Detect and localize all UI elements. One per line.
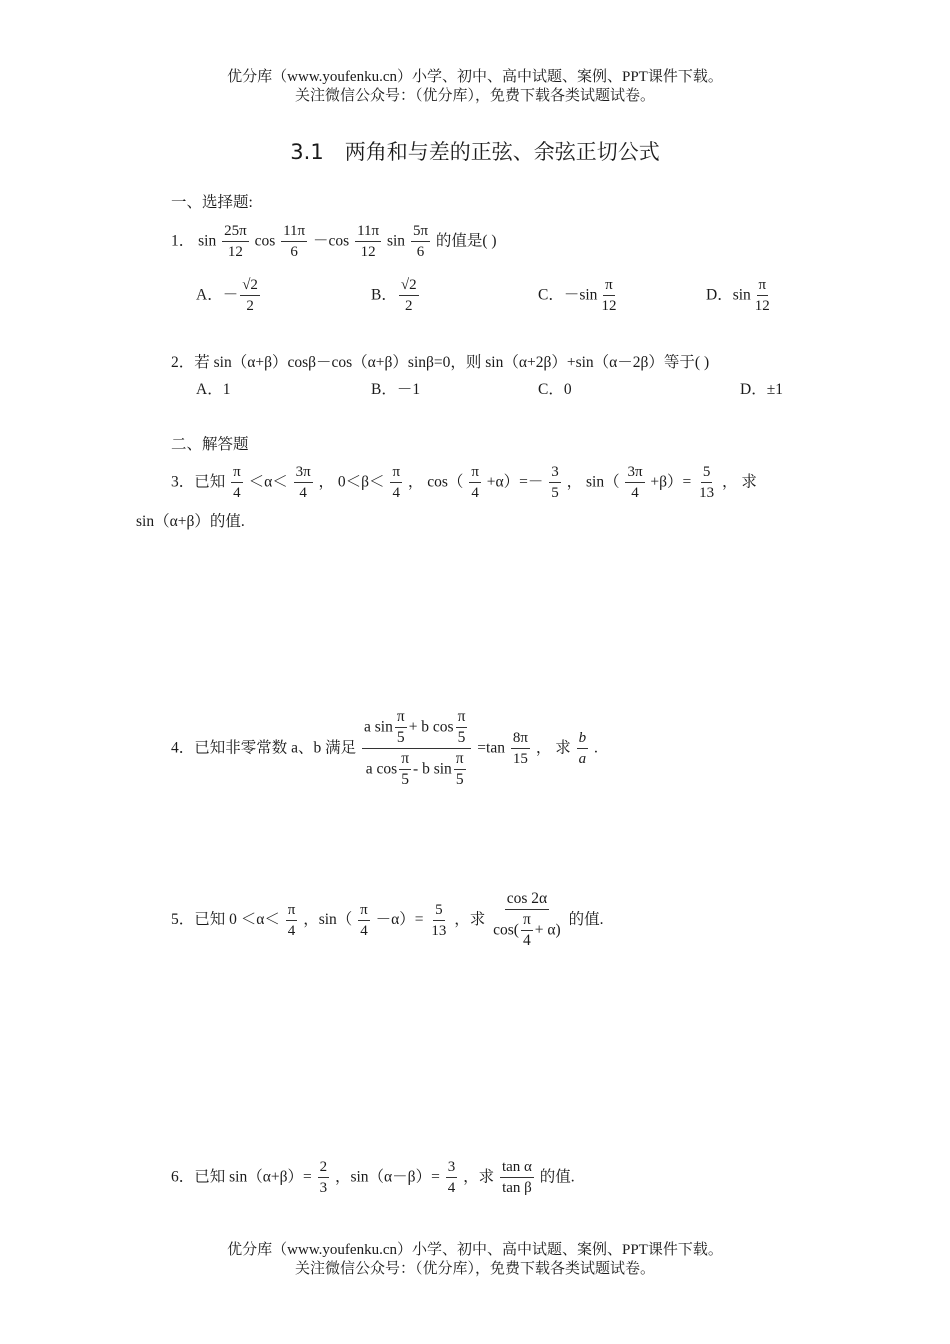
- q1-sin-2: sin: [386, 232, 406, 250]
- q2-option-a: A．1: [196, 381, 231, 398]
- footer-line-2: 关注微信公众号：（优分库），免费下载各类试题试卷。: [294, 1261, 655, 1277]
- question-3: 3．已知 $\frac{\pi}{4}$ ＜α＜ $\frac{3\pi}{4}$ ， 0＜β＜ $\frac{\pi}{4}$ ， cos（ $\frac{\pi}{4}$ +α）=－ $\frac{3}{5}$ ， sin（ $\frac{3\pi}{4}$ +β）= $\frac{5}{13}$ ， 求: [171, 464, 757, 501]
- question-6: 6．已知 sin（α+β）= $\frac{2}{3}$ ，sin（α－β）= $\frac{3}{4}$ ，求 $\frac{\text{tan α}}{\text{tan β}}$ 的值.: [171, 1159, 575, 1196]
- header-line-2: 关注微信公众号：（优分库），免费下载各类试题试卷。: [294, 88, 655, 104]
- q1-minus-cos: －cos: [313, 232, 350, 250]
- q1-sin: sin: [198, 232, 217, 250]
- footer-line-1: 优分库（www.youfenku.cn）小学、初中、高中试题、案例、PPT课件下载。: [227, 1242, 723, 1258]
- q1-fraction-3: $\frac{11\pi}{12}$: [357, 223, 380, 260]
- question-5: 5．已知 0 ＜α＜ $\frac{\pi}{4}$ ，sin（ $\frac{\pi}{4}$ －α）= $\frac{5}{13}$ ，求 cos 2α cos( $\frac{\pi}{4}$ + α) 的值.: [171, 890, 604, 949]
- question-2: 2．若 sin（α+β）cosβ－cos（α+β）sinβ=0，则 sin（α+2β）+sin（α－2β）等于( ): [171, 354, 710, 371]
- q1-tail: 的值是( ): [435, 232, 497, 250]
- q1-option-d: D．sin $\frac{\pi}{12}$: [706, 277, 770, 314]
- q1-fraction-2: $\frac{11\pi}{6}$: [283, 223, 306, 260]
- q1-option-c: C．－sin $\frac{\pi}{12}$: [538, 277, 617, 314]
- section-heading-answer: 二、解答题: [171, 436, 249, 453]
- q2-option-b: B．－1: [371, 381, 421, 398]
- q1-option-a: A．－ $\frac{√2}{2}$: [196, 277, 258, 314]
- question-1: [171, 222, 497, 261]
- q1-number: 1．: [171, 232, 195, 250]
- q2-option-d: D．±1: [740, 381, 783, 398]
- q5-big-fraction: cos 2α cos( $\frac{\pi}{4}$ + α): [493, 890, 561, 949]
- question-3-line-2: sin（α+β）的值.: [136, 513, 245, 530]
- q2-option-c: C．0: [538, 381, 572, 398]
- header-line-1: 优分库（www.youfenku.cn）小学、初中、高中试题、案例、PPT课件下载。: [227, 69, 723, 85]
- q1-fraction-4: $\frac{5\pi}{6}$: [412, 223, 429, 260]
- q1-fraction-1: $\frac{25\pi}{12}$: [224, 223, 247, 260]
- section-heading-choice: 一、选择题:: [171, 194, 253, 211]
- question-4: 4．已知非零常数 a、b 满足 a sin $\frac{\pi}{5}$ + b cos $\frac{\pi}{5}$ a cos $\frac{\pi}{5}$ - b sin $\frac{\pi}{5}$ =tan $\frac{8\pi}{15}$ ， 求 $\frac{b}{a}$ .: [171, 708, 598, 788]
- q1-option-b: B． $\frac{√2}{2}$: [371, 277, 417, 314]
- page-title: 3.1 两角和与差的正弦、余弦正切公式: [290, 140, 660, 164]
- q4-big-fraction: a sin $\frac{\pi}{5}$ + b cos $\frac{\pi}{5}$ a cos $\frac{\pi}{5}$ - b sin $\frac{\pi}{5}$: [362, 708, 471, 789]
- q1-cos: cos: [254, 232, 276, 250]
